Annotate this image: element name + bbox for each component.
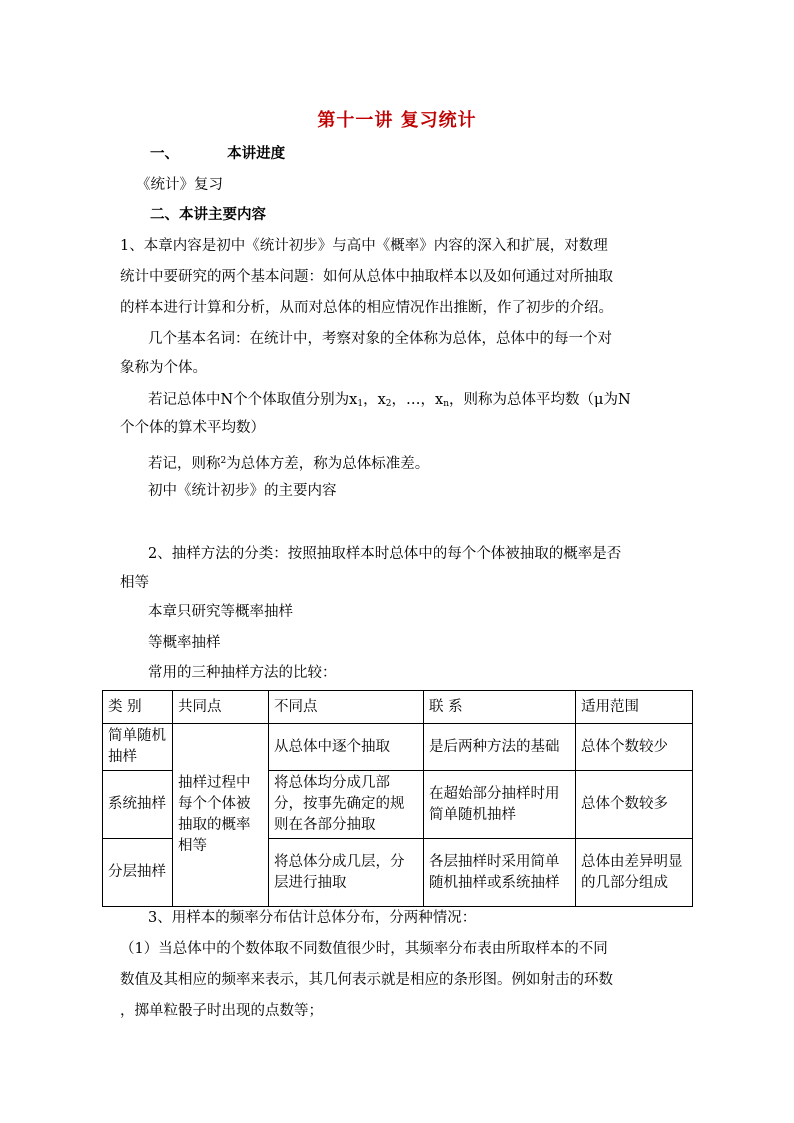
paragraph-6-line-1: 2、抽样方法的分类：按照抽取样本时总体中的每个个体被抽取的概率是否 bbox=[148, 546, 622, 562]
paragraph-11-line-1: （1）当总体中的个数体取不同数值很少时，其频率分布表由所取样本的不同 bbox=[120, 941, 608, 957]
table-header-row bbox=[103, 691, 693, 724]
row-1-type: 简单随机抽样 bbox=[103, 724, 173, 771]
row-1-relation: 是后两种方法的基础 bbox=[424, 724, 576, 771]
row-2-type: 系统抽样 bbox=[103, 771, 173, 839]
row-2-difference: 将总体均分成几部分，按事先确定的规则在各部分抽取 bbox=[269, 771, 424, 839]
common-cell: 抽样过程中每个个体被抽取的概率相等 bbox=[173, 724, 269, 907]
row-3-scope: 总体由差异明显的几部分组成 bbox=[576, 839, 693, 907]
header-cell-relation: 联 系 bbox=[424, 691, 576, 724]
p4-text-b: 为总体方差，称为总体标准差。 bbox=[226, 456, 430, 472]
paragraph-8: 等概率抽样 bbox=[148, 635, 221, 651]
row-3-difference: 将总体分成几层，分层进行抽取 bbox=[269, 839, 424, 907]
p3-text-d: ，则称为总体平均数（μ为N bbox=[449, 392, 631, 408]
paragraph-6-line-2: 相等 bbox=[120, 575, 149, 591]
row-1-scope: 总体个数较少 bbox=[576, 724, 693, 771]
p4-text-a: 若记，则称 bbox=[148, 456, 221, 472]
paragraph-9: 常用的三种抽样方法的比较： bbox=[148, 665, 337, 681]
paragraph-11-line-2: 数值及其相应的频率来表示，其几何表示就是相应的条形图。例如射击的环数 bbox=[120, 972, 613, 988]
p3-sub-1: 1 bbox=[357, 399, 364, 409]
p3-sub-2: 2 bbox=[385, 399, 392, 409]
paragraph-11-line-3: ，掷单粒骰子时出现的点数等； bbox=[120, 1003, 323, 1019]
header-cell-difference: 不同点 bbox=[269, 691, 424, 724]
section-1-body: 《统计》复习 bbox=[136, 177, 223, 193]
header-cell-scope: 适用范围 bbox=[576, 691, 693, 724]
paragraph-5: 初中《统计初步》的主要内容 bbox=[148, 483, 337, 499]
page-title: 第十一讲 复习统计 bbox=[317, 110, 477, 131]
section-1-heading bbox=[150, 144, 285, 164]
row-1-difference: 从总体中逐个抽取 bbox=[269, 724, 424, 771]
paragraph-4 bbox=[148, 451, 429, 474]
paragraph-10: 3、用样本的频率分布估计总体分布，分两种情况： bbox=[148, 910, 477, 926]
section-2-heading: 二、本讲主要内容 bbox=[150, 206, 266, 223]
paragraph-3-line-2: 个个体的算术平均数） bbox=[120, 420, 265, 436]
row-3-relation: 各层抽样时采用简单随机抽样或系统抽样 bbox=[424, 839, 576, 907]
row-2-scope: 总体个数较多 bbox=[576, 771, 693, 839]
p3-text-c: ，…，x bbox=[391, 392, 444, 408]
p3-sub-n: n bbox=[443, 399, 450, 409]
paragraph-7: 本章只研究等概率抽样 bbox=[148, 604, 293, 620]
p3-text-b: ，x bbox=[363, 392, 386, 408]
header-cell-common: 共同点 bbox=[173, 691, 269, 724]
section-1-number: 一、 bbox=[150, 145, 179, 162]
paragraph-1-line-3: 的样本进行计算和分析，从而对总体的相应情况作出推断，作了初步的介绍。 bbox=[120, 300, 613, 316]
header-cell-type: 类 别 bbox=[103, 691, 173, 724]
row-2-relation: 在超始部分抽样时用简单随机抽样 bbox=[424, 771, 576, 839]
row-3-type: 分层抽样 bbox=[103, 839, 173, 907]
sampling-comparison-table bbox=[102, 690, 693, 907]
paragraph-2-line-2: 象称为个体。 bbox=[120, 360, 207, 376]
paragraph-1-line-1: 1、本章内容是初中《统计初步》与高中《概率》内容的深入和扩展，对数理 bbox=[120, 238, 608, 254]
table-row bbox=[103, 724, 693, 771]
section-1-title: 本讲进度 bbox=[227, 145, 286, 162]
paragraph-3-line-1 bbox=[148, 390, 631, 414]
p3-text-a: 若记总体中N个个体取值分别为x bbox=[148, 392, 358, 408]
p4-sup: 2 bbox=[220, 456, 227, 466]
paragraph-1-line-2: 统计中要研究的两个基本问题：如何从总体中抽取样本以及如何通过对所抽取 bbox=[120, 269, 613, 285]
paragraph-2-line-1: 几个基本名词：在统计中，考察对象的全体称为总体，总体中的每一个对 bbox=[148, 331, 612, 347]
